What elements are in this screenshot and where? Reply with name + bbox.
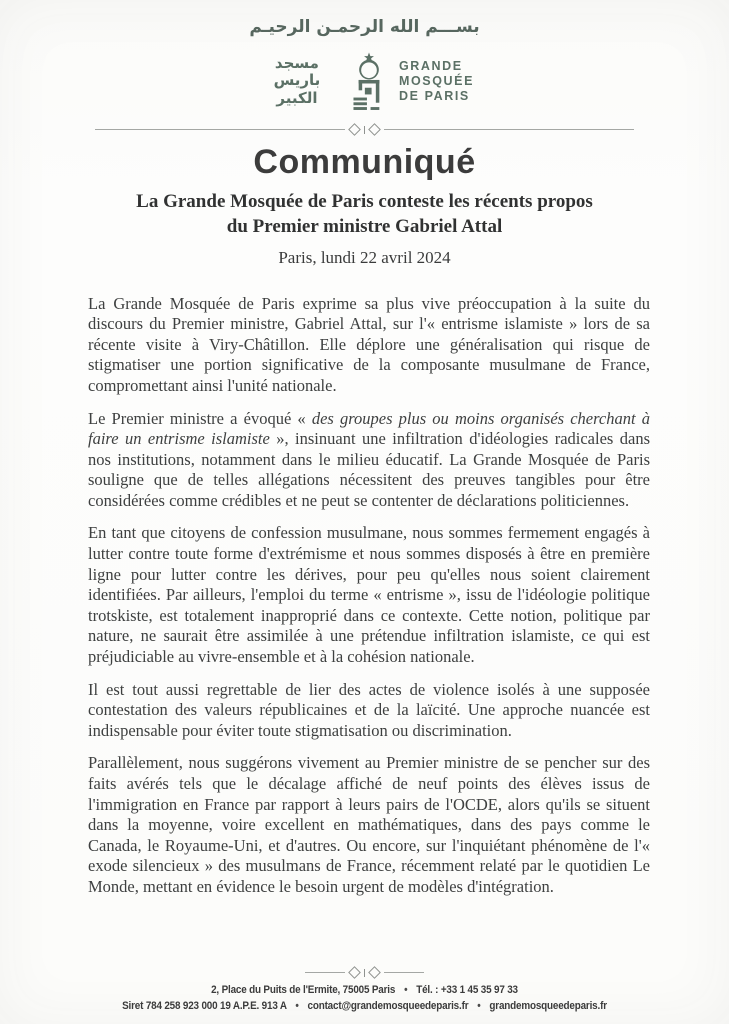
paragraph: Le Premier ministre a évoqué « des groupes plus ou moins organisés cherchant à faire un entrisme islamiste », insinuant une infiltration d'idéologies radicales dans nos institutions, notamment dans le milieu éducatif. La Grande Mosquée de Paris souligne que de telles allégations nécessitent des preuves tangibles pour être considérées comme crédibles et ne peut se contenter de déclarations politiciennes. [88,408,650,510]
footer-siret: Siret 784 258 923 000 19 A.P.E. 913 A [122,1000,287,1012]
footer-contact-line [36,1000,692,1012]
document-footer [0,968,729,1012]
divider-line [384,129,634,130]
footer-address-line [36,984,692,996]
subtitle-line: du Premier ministre Gabriel Attal [226,216,503,238]
paragraph: Parallèlement, nous suggérons vivement au Premier ministre de se pencher sur des faits avérés tels que le décalage affiché de neuf points des élèves issus de l'immigration en France par rapport à leurs pairs de l'OCDE, alors qu'ils se situent dans la moyenne, voire excellent en mathématiques, dans des pays comme le Canada, le Royaume-Uni, et d'autres. Ou encore, sur l'inquiétant phénomène de l'« exode silencieux » des musulmans de France, récemment relaté par le quotidien Le Monde, mettant en évidence le besoin urgent de modèles d'intégration. [88,753,650,896]
document-header [0,0,729,112]
diamond-icon [348,123,361,136]
mosque-crescent-star-icon [352,51,386,111]
gmp-logo [0,50,729,112]
bullet-separator: • [477,1000,481,1012]
bullet-separator: • [295,1000,299,1012]
subtitle [0,189,729,240]
subtitle-line: La Grande Mosquée de Paris conteste les récents propos [136,191,593,212]
footer-address: 2, Place du Puits de l'Ermite, 75005 Paris [211,984,396,996]
diamond-icon [368,123,381,136]
ornament-divider-top [0,125,729,134]
dateline: Paris, lundi 22 avril 2024 [278,247,451,267]
logo-wordmark-line: GRANDE [398,58,463,73]
paragraph: Il est tout aussi regrettable de lier des actes de violence isolés à une supposée contestation des valeurs républicaines et de la laïcité. Une approche nuancée est indispensable pour éviter toute stigmatisation ou discrimination. [88,679,650,740]
tick-icon [364,969,365,977]
bismillah-calligraphy: بســـم الله الرحمـن الرحيـم [249,17,480,37]
bullet-separator: • [404,984,408,996]
diamond-icon [368,966,381,979]
logo-wordmark [399,59,474,104]
footer-email: contact@grandemosqueedeparis.fr [307,1000,469,1012]
paragraph: En tant que citoyens de confession musulmane, nous sommes fermement engagés à lutter contre toute forme d'extrémisme et nous sommes disposés à être en première ligne pour lutter contre les dérives, pour peu qu'elles nous soient clairement identifiées. Par ailleurs, l'emploi du terme « entrisme », issu de l'idéologie politique trotskiste, est totalement inapproprié dans ce contexte. Cette notion, politique par nature, ne saurait être assimilée à une prétendue infiltration islamiste, ce qui est préjudiciable au vivre-ensemble et à la cohésion nationale. [88,523,650,667]
document-body [88,294,650,898]
ornament-divider-footer [0,968,729,977]
logo-arabic-calligraphy: مسجد باريس الكبير [273,54,321,107]
footer-phone: Tél. : +33 1 45 35 97 33 [416,984,518,996]
divider-line [305,972,345,973]
logo-wordmark-line: DE PARIS [398,88,470,103]
divider-line [95,129,345,130]
paragraph: La Grande Mosquée de Paris exprime sa plus vive préoccupation à la suite du discours du Premier ministre, Gabriel Attal, sur l'« entrisme islamiste » lors de sa récente visite à Viry-Châtillon. Elle déplore une généralisation qui risque de stigmatiser une portion significative de la composante musulmane de France, compromettant ainsi l'unité nationale. [88,293,650,395]
page-title: Communiqué [253,143,476,181]
logo-wordmark-line: MOSQUÉE [398,73,475,88]
diamond-icon [348,966,361,979]
tick-icon [364,126,365,134]
footer-website: grandemosqueedeparis.fr [489,1000,607,1012]
divider-line [384,972,424,973]
